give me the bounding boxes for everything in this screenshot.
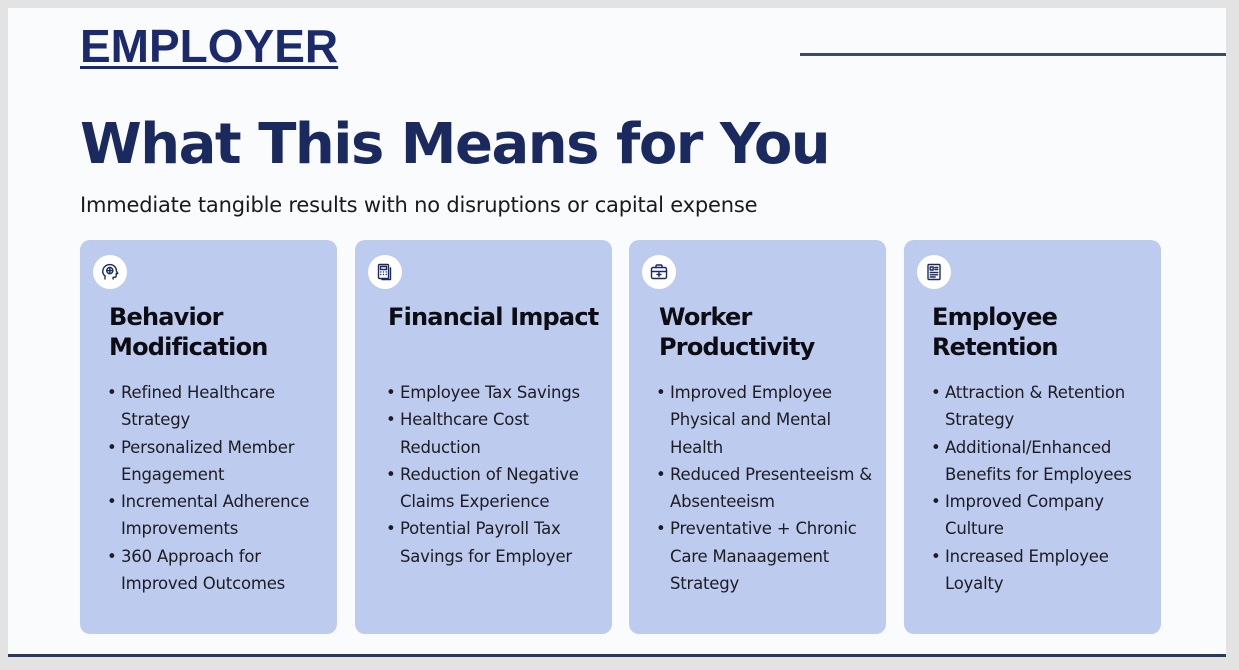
card-financial-impact — [355, 240, 612, 634]
list-item: • Refined Healthcare Strategy — [107, 379, 333, 434]
card-title: Behavior Modification — [109, 303, 268, 361]
card-employee-retention — [904, 240, 1161, 634]
card-bullet-list — [386, 379, 612, 570]
card-title: Financial Impact — [388, 303, 599, 331]
document-list-icon — [917, 255, 951, 289]
list-item: • Reduced Presenteeism & Absenteeism — [656, 461, 882, 516]
list-item: • Improved Company Culture — [931, 488, 1157, 543]
card-bullet-list — [656, 379, 882, 597]
list-item: • Reduction of Negative Claims Experience — [386, 461, 612, 516]
list-item: • Additional/Enhanced Benefits for Employees — [931, 434, 1157, 489]
card-title: Employee Retention — [932, 303, 1058, 361]
card-title: Worker Productivity — [659, 303, 815, 361]
list-item: • Healthcare Cost Reduction — [386, 406, 612, 461]
page-subtitle: Immediate tangible results with no disruptions or capital expense — [80, 193, 758, 217]
footer-divider — [8, 654, 1226, 657]
benefit-cards — [80, 240, 1161, 634]
list-item: • Attraction & Retention Strategy — [931, 379, 1157, 434]
list-item: • Increased Employee Loyalty — [931, 543, 1157, 598]
list-item: • Improved Employee Physical and Mental Health — [656, 379, 882, 461]
card-bullet-list — [107, 379, 333, 597]
audience-label: EMPLOYER — [80, 20, 339, 72]
card-bullet-list — [931, 379, 1157, 597]
card-behavior-modification — [80, 240, 337, 634]
header-divider — [800, 53, 1226, 56]
brain-head-icon — [93, 255, 127, 289]
card-worker-productivity — [629, 240, 886, 634]
list-item: • Incremental Adherence Improvements — [107, 488, 333, 543]
calculator-document-icon — [368, 255, 402, 289]
medical-briefcase-icon — [642, 255, 676, 289]
list-item: • Potential Payroll Tax Savings for Employer — [386, 515, 612, 570]
list-item: • Preventative + Chronic Care Manaagement Strategy — [656, 515, 882, 597]
list-item: • 360 Approach for Improved Outcomes — [107, 543, 333, 598]
page-title: What This Means for You — [80, 112, 830, 177]
list-item: • Employee Tax Savings — [386, 379, 612, 406]
list-item: • Personalized Member Engagement — [107, 434, 333, 489]
